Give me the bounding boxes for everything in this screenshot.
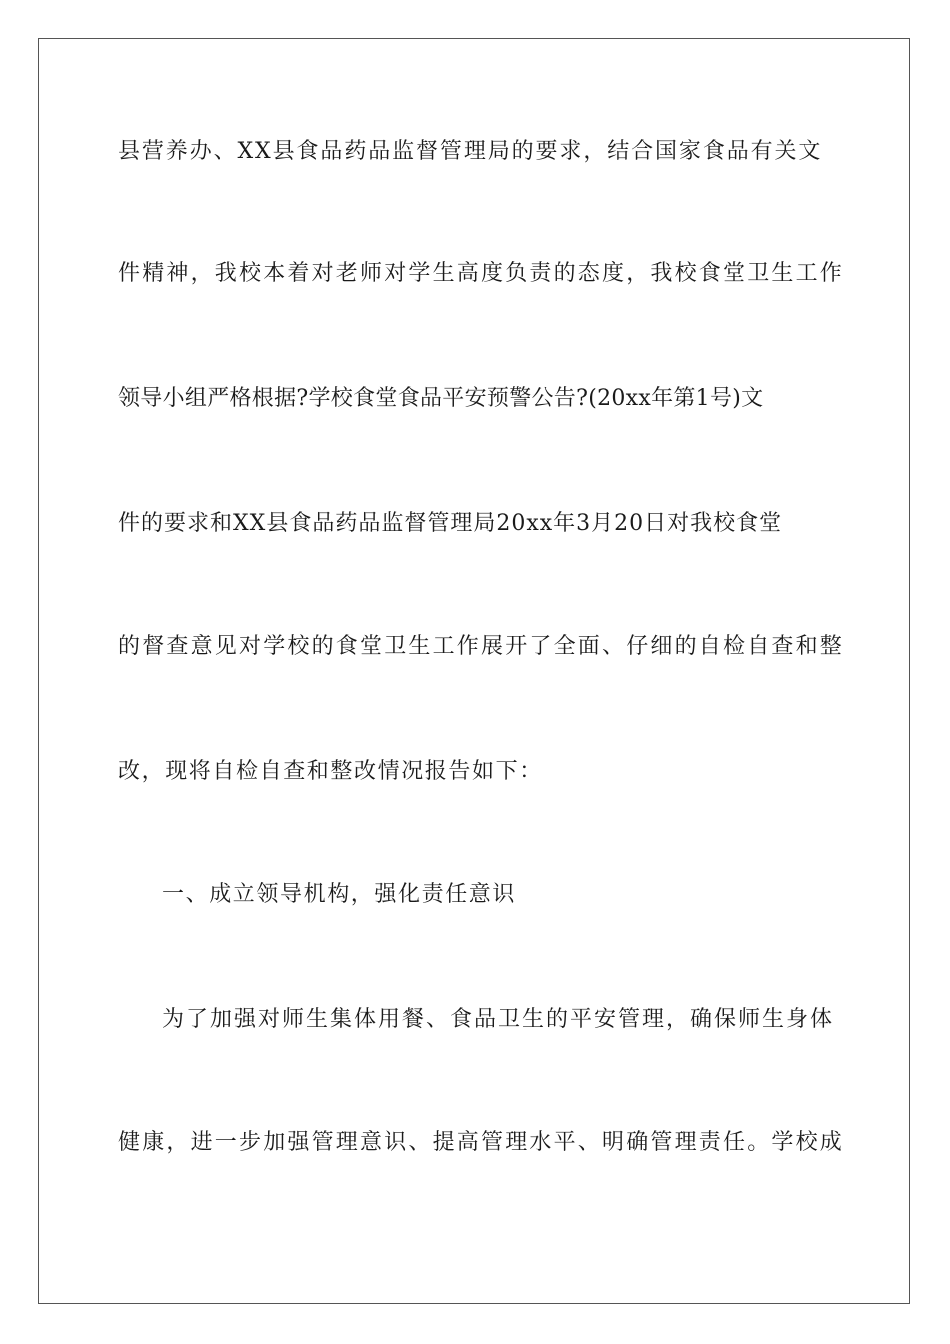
page-frame bbox=[38, 38, 910, 1304]
paragraph-line-1: 县营养办、XX县食品药品监督管理局的要求，结合国家食品有关文 bbox=[118, 139, 823, 164]
section-heading: 一、成立领导机构，强化责任意识 bbox=[162, 882, 517, 907]
paragraph-line-8: 健康，进一步加强管理意识、提高管理水平、明确管理责任。学校成 bbox=[118, 1130, 845, 1155]
paragraph-line-5: 的督查意见对学校的食堂卫生工作展开了全面、仔细的自检自查和整 bbox=[118, 634, 845, 659]
paragraph-line-3: 领导小组严格根据?学校食堂食品平安预警公告?(20xx年第1号)文 bbox=[118, 386, 764, 411]
paragraph-line-2: 件精神，我校本着对老师对学生高度负责的态度，我校食堂卫生工作 bbox=[118, 261, 845, 286]
paragraph-line-7: 为了加强对师生集体用餐、食品卫生的平安管理，确保师生身体 bbox=[162, 1007, 835, 1032]
paragraph-line-4: 件的要求和XX县食品药品监督管理局20xx年3月20日对我校食堂 bbox=[118, 511, 783, 536]
paragraph-line-6: 改，现将自检自查和整改情况报告如下： bbox=[118, 759, 543, 784]
